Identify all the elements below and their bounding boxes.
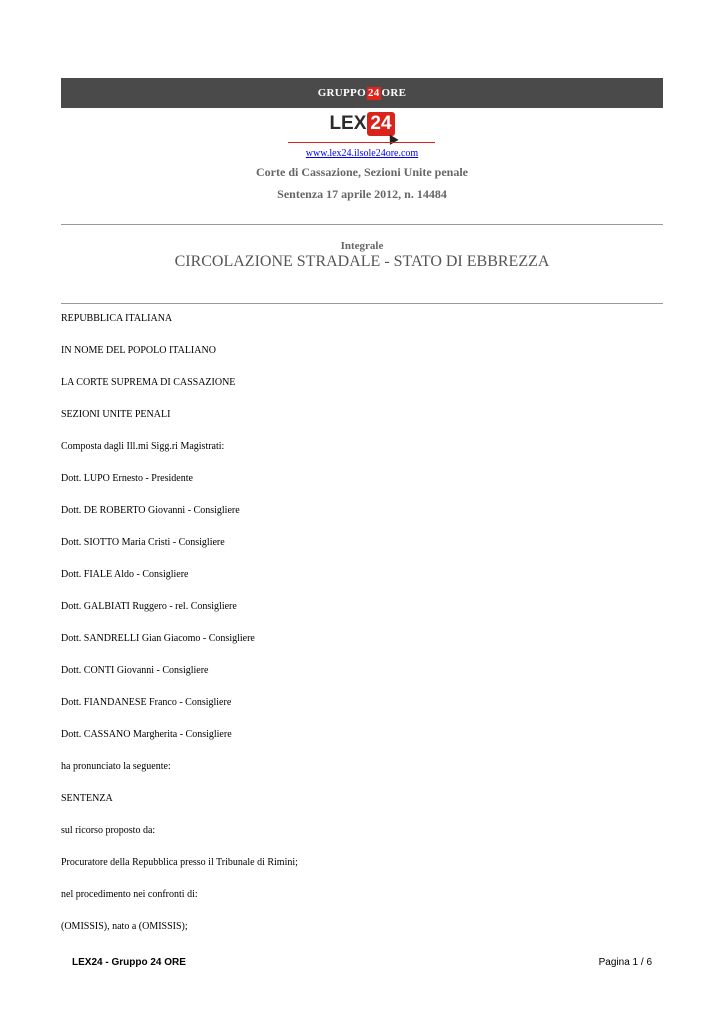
- body-paragraph: Dott. FIALE Aldo - Consigliere: [61, 569, 189, 580]
- body-paragraph: nel procedimento nei confronti di:: [61, 889, 198, 900]
- body-paragraph: sul ricorso proposto da:: [61, 825, 156, 836]
- gruppo24ore-logo: [318, 87, 407, 100]
- banner-logo-num: 24: [367, 86, 380, 99]
- site-link[interactable]: www.lex24.ilsole24ore.com: [305, 148, 419, 159]
- sentence-reference: Sentenza 17 aprile 2012, n. 14484: [277, 187, 447, 201]
- logo-underline: [288, 142, 435, 143]
- body-paragraph: ha pronunciato la seguente:: [61, 761, 171, 772]
- body-paragraph: Dott. SANDRELLI Gian Giacomo - Consigliere: [61, 633, 255, 644]
- body-paragraph: Dott. GALBIATI Ruggero - rel. Consigliere: [61, 601, 237, 612]
- body-paragraph: LA CORTE SUPREMA DI CASSAZIONE: [61, 377, 236, 388]
- body-paragraph: Dott. DE ROBERTO Giovanni - Consigliere: [61, 505, 240, 516]
- body-paragraph: Dott. CONTI Giovanni - Consigliere: [61, 665, 209, 676]
- banner-logo-right: ORE: [381, 87, 407, 99]
- body-paragraph: Dott. CASSANO Margherita - Consigliere: [61, 729, 232, 740]
- divider-bottom: [61, 303, 663, 304]
- header-banner: [61, 78, 663, 108]
- body-paragraph: (OMISSIS), nato a (OMISSIS);: [61, 921, 188, 932]
- footer-page-number: Pagina 1 / 6: [598, 957, 652, 968]
- document-type-label: Integrale: [340, 240, 384, 252]
- banner-logo-left: GRUPPO: [317, 87, 366, 99]
- court-name: Corte di Cassazione, Sezioni Unite penale: [256, 165, 468, 179]
- lex24-logo: [0, 112, 724, 136]
- divider-top: [61, 224, 663, 225]
- body-paragraph: Procuratore della Repubblica presso il Tribunale di Rimini;: [61, 857, 298, 868]
- document-body: [61, 312, 661, 952]
- body-paragraph: SEZIONI UNITE PENALI: [61, 409, 171, 420]
- lex24-logo-badge-text: 24: [370, 113, 392, 134]
- body-paragraph: Dott. FIANDANESE Franco - Consigliere: [61, 697, 232, 708]
- body-paragraph: SENTENZA: [61, 793, 113, 804]
- body-paragraph: Composta dagli Ill.mi Sigg.ri Magistrati:: [61, 441, 225, 452]
- lex24-logo-badge: [367, 112, 394, 136]
- footer-publisher: LEX24 - Gruppo 24 ORE: [72, 957, 186, 968]
- body-paragraph: Dott. LUPO Ernesto - Presidente: [61, 473, 193, 484]
- body-paragraph: Dott. SIOTTO Maria Cristi - Consigliere: [61, 537, 225, 548]
- body-paragraph: REPUBBLICA ITALIANA: [61, 313, 173, 324]
- lex24-logo-text: LEX: [329, 113, 367, 134]
- body-paragraph: IN NOME DEL POPOLO ITALIANO: [61, 345, 216, 356]
- page-title: CIRCOLAZIONE STRADALE - STATO DI EBBREZZA: [174, 253, 550, 270]
